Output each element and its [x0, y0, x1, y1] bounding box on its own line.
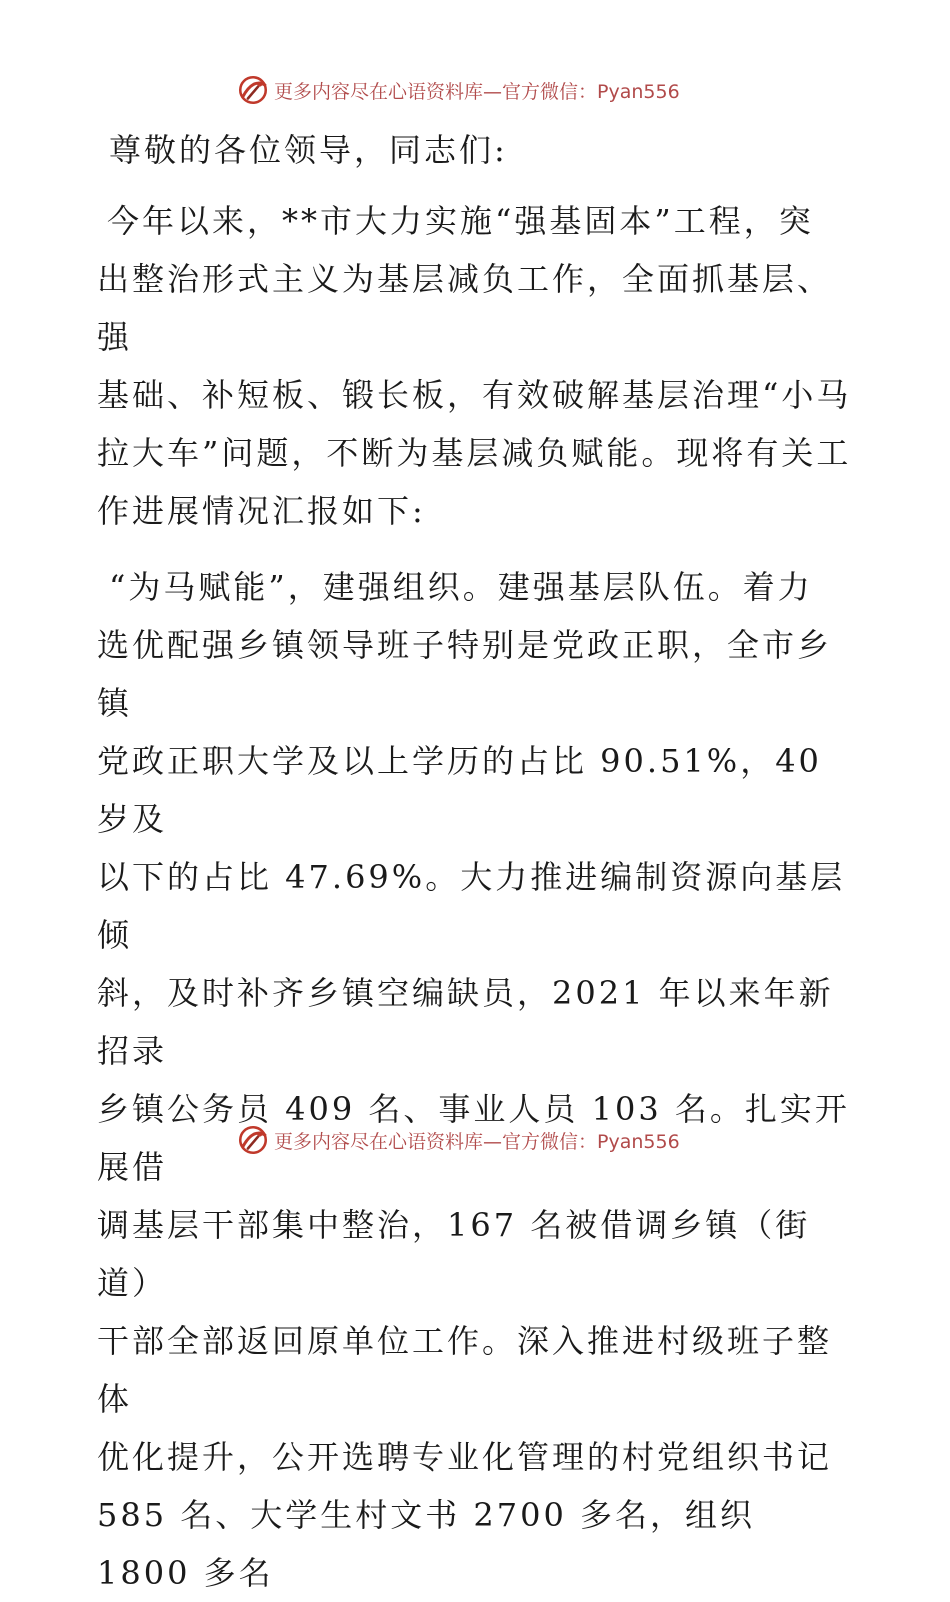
paragraph-line: 作进展情况汇报如下:: [97, 492, 426, 530]
paragraph-1: [97, 192, 857, 540]
brand-logo-icon: [236, 1123, 270, 1157]
paragraph-line: 基础、补短板、锻长板，有效破解基层治理“小马: [97, 376, 852, 414]
paragraph-line: 选优配强乡镇领导班子特别是党政正职，全市乡镇: [97, 626, 833, 722]
document-body: [97, 124, 857, 1602]
watermark-text: 更多内容尽在心语资料库—官方微信：Pyan556: [274, 80, 680, 103]
paragraph-line: 党政正职大学及以上学历的占比 90.51%，40 岁及: [97, 742, 822, 838]
paragraph-line: 出整治形式主义为基层减负工作，全面抓基层、强: [97, 260, 833, 356]
paragraph-line: 优化提升，公开选聘专业化管理的村党组织书记: [97, 1438, 833, 1476]
salutation: 尊敬的各位领导，同志们:: [109, 131, 508, 169]
paragraph-2: [97, 558, 857, 1602]
header-watermark: [236, 72, 680, 108]
paragraph-line: 以下的占比 47.69%。大力推进编制资源向基层倾: [97, 858, 846, 954]
paragraph-line: 乡镇公务员 409 名、事业人员 103 名。扎实开展借: [97, 1090, 850, 1186]
paragraph-line: 拉大车”问题，不断为基层减负赋能。现将有关工: [97, 434, 852, 472]
paragraph-line: “为马赋能”，建强组织。建强基层队伍。着力: [109, 568, 813, 606]
paragraph-line: 585 名、大学生村文书 2700 多名，组织 1800 多名: [97, 1496, 756, 1592]
paragraph-line: 干部全部返回原单位工作。深入推进村级班子整体: [97, 1322, 833, 1418]
brand-logo-icon: [236, 73, 270, 107]
watermark-text: 更多内容尽在心语资料库—官方微信：Pyan556: [274, 1130, 680, 1153]
paragraph-line: 今年以来，**市大力实施“强基固本”工程，突: [107, 202, 814, 240]
paragraph-line: 调基层干部集中整治，167 名被借调乡镇（街道）: [97, 1206, 811, 1302]
footer-watermark: [236, 1122, 680, 1158]
paragraph-line: 斜，及时补齐乡镇空编缺员，2021 年以来年新招录: [97, 974, 834, 1070]
